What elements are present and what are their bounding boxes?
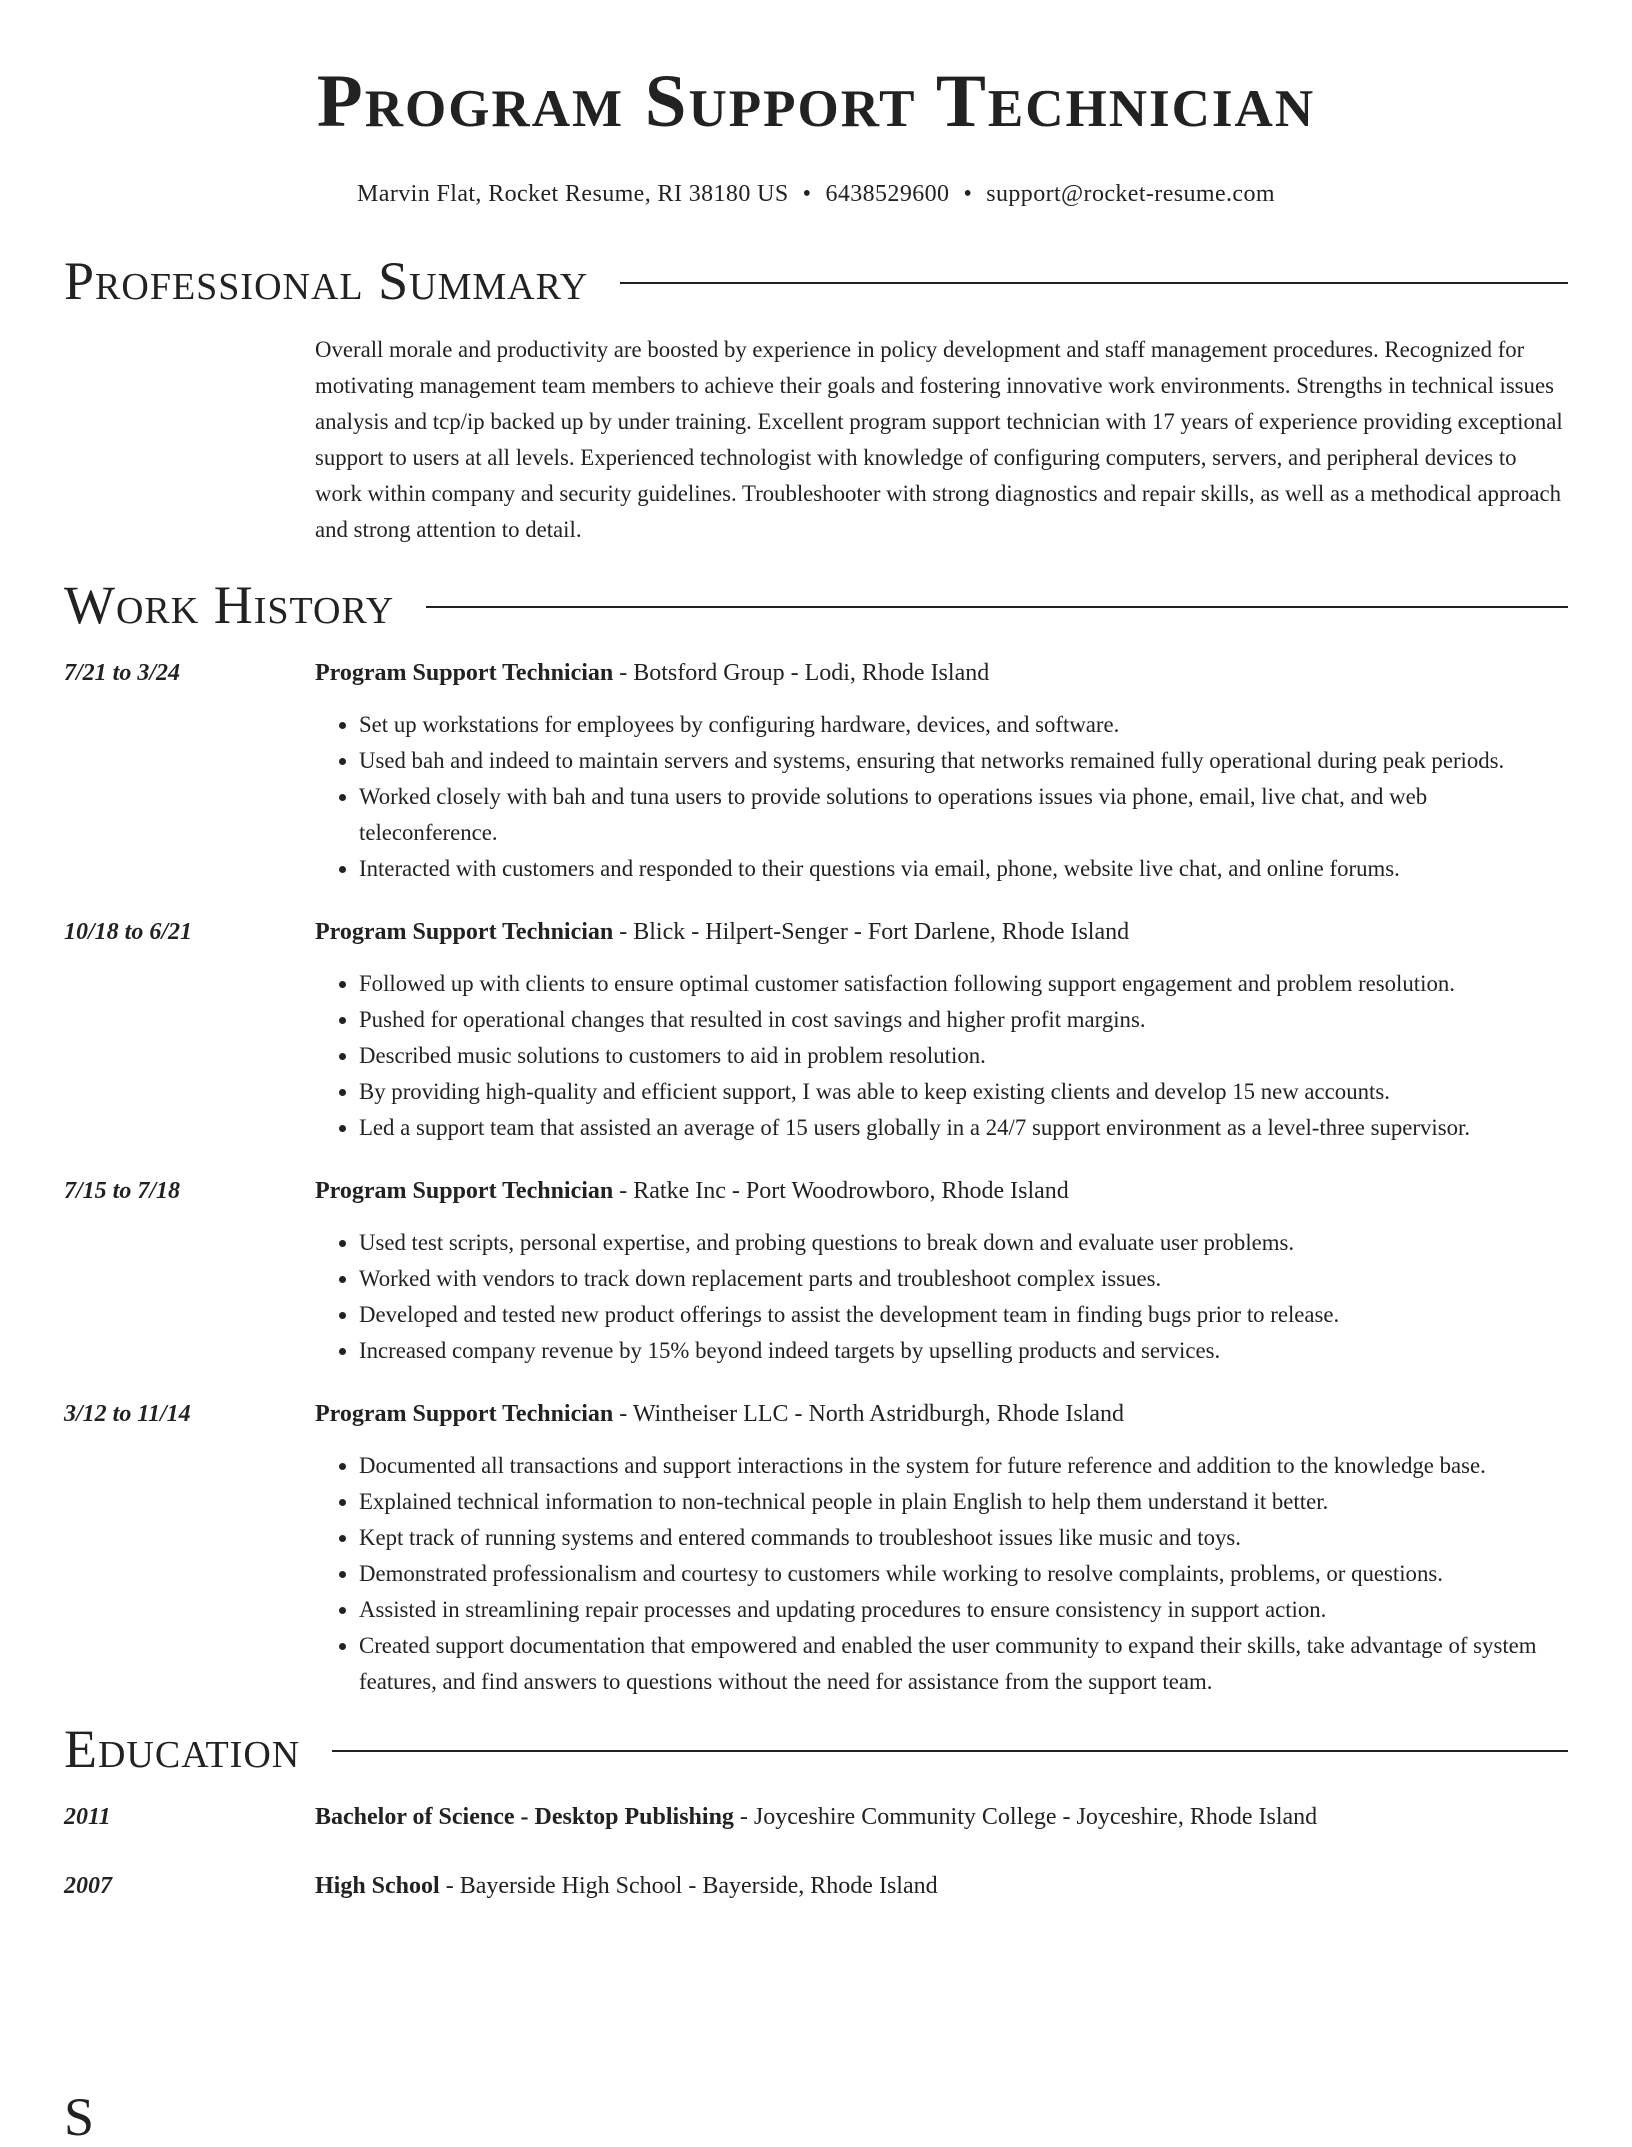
job-dates: 7/15 to 7/18: [64, 1178, 181, 1204]
education-entry: [64, 1804, 1568, 1831]
job-body: [315, 1401, 1568, 1700]
resume-title: Program Support Technician: [316, 60, 1316, 143]
contact-phone: 6438529600: [825, 181, 950, 207]
job-bullets: [315, 1225, 1568, 1369]
contact-line: [64, 181, 1568, 208]
education-details: - Joyceshire Community College - Joyceshire, Rhode Island: [733, 1804, 1318, 1830]
education-body: [315, 1804, 1317, 1831]
job-role: Program Support Technician: [315, 919, 614, 945]
education-body: [315, 1873, 938, 1900]
job-entry: [64, 919, 1568, 1146]
job-bullet: • Followed up with clients to ensure optimal customer satisfaction following support engagement and problem resolution.: [359, 966, 1568, 1002]
job-bullet: • Demonstrated professionalism and courtesy to customers while working to resolve complaints, problems, or questions.: [359, 1556, 1568, 1592]
job-bullet: • Led a support team that assisted an average of 15 users globally in a 24/7 support environment as a level-three supervisor.: [359, 1110, 1568, 1146]
work-heading: Work History: [64, 575, 395, 635]
job-bullet: • Created support documentation that empowered and enabled the user community to expand their skills, take advantage of system features, and find answers to questions without the need for assistance from the support team.: [359, 1628, 1568, 1700]
job-bullet: • Used bah and indeed to maintain servers and systems, ensuring that networks remained fully operational during peak periods.: [359, 743, 1568, 779]
education-degree: Bachelor of Science - Desktop Publishing: [315, 1804, 734, 1830]
section-divider: [426, 606, 1568, 608]
job-body: [315, 660, 1568, 887]
contact-separator: •: [963, 181, 973, 207]
job-role: Program Support Technician: [315, 1178, 614, 1204]
job-dates: 7/21 to 3/24: [64, 660, 181, 686]
job-role: Program Support Technician: [315, 660, 614, 686]
job-bullets: [315, 707, 1568, 887]
job-bullet: • Documented all transactions and support interactions in the system for future reference and addition to the knowledge base.: [359, 1448, 1568, 1484]
job-bullet: • Worked with vendors to track down replacement parts and troubleshoot complex issues.: [359, 1261, 1568, 1297]
job-entry: [64, 1401, 1568, 1700]
job-bullet: • Developed and tested new product offerings to assist the development team in finding bugs prior to release.: [359, 1297, 1568, 1333]
job-header: [315, 1401, 1568, 1428]
job-bullet: • Described music solutions to customers to aid in problem resolution.: [359, 1038, 1568, 1074]
section-divider: [332, 1750, 1568, 1752]
job-dates: 3/12 to 11/14: [64, 1401, 191, 1427]
next-section-heading-partial: S: [64, 2087, 95, 2147]
job-entry: [64, 660, 1568, 887]
job-bullet: • By providing high-quality and efficient support, I was able to keep existing clients and develop 15 new accounts.: [359, 1074, 1568, 1110]
education-heading: Education: [64, 1719, 301, 1779]
job-header: [315, 919, 1568, 946]
education-details: - Bayerside High School - Bayerside, Rhode Island: [439, 1873, 938, 1899]
job-bullets: [315, 966, 1568, 1146]
contact-separator: •: [802, 181, 812, 207]
job-body: [315, 919, 1568, 1146]
summary-text: Overall morale and productivity are boosted by experience in policy development and staff management procedures. Recognized for motivating management team members to achieve their goals and fostering innovative work environments. Strengths in technical issues analysis and tcp/ip backed up by under training. Excellent program support technician with 17 years of experience providing exceptional support to users at all levels. Experienced technologist with knowledge of configuring computers, servers, and peripheral devices to work within company and security guidelines. Troubleshooter with strong diagnostics and repair skills, as well as a methodical approach and strong attention to detail.: [315, 337, 1563, 542]
job-details: - Ratke Inc - Port Woodrowboro, Rhode Island: [613, 1178, 1069, 1204]
section-divider: [620, 282, 1568, 284]
contact-email: support@rocket-resume.com: [986, 181, 1275, 207]
work-section-header: [64, 575, 1568, 635]
job-bullet: • Interacted with customers and responded to their questions via email, phone, website live chat, and online forums.: [359, 851, 1568, 887]
job-bullet: • Increased company revenue by 15% beyond indeed targets by upselling products and services.: [359, 1333, 1568, 1369]
education-year: 2007: [64, 1873, 112, 1899]
job-bullet: • Worked closely with bah and tuna users to provide solutions to operations issues via phone, email, live chat, and web teleconference.: [359, 779, 1568, 851]
contact-address: Marvin Flat, Rocket Resume, RI 38180 US: [357, 181, 789, 207]
job-role: Program Support Technician: [315, 1401, 614, 1427]
job-body: [315, 1178, 1568, 1369]
job-entry: [64, 1178, 1568, 1369]
job-details: - Wintheiser LLC - North Astridburgh, Rhode Island: [613, 1401, 1125, 1427]
summary-section-header: [64, 251, 1568, 311]
job-bullet: • Kept track of running systems and entered commands to troubleshoot issues like music and toys.: [359, 1520, 1568, 1556]
education-degree: High School: [315, 1873, 440, 1899]
job-header: [315, 660, 1568, 687]
job-details: - Botsford Group - Lodi, Rhode Island: [613, 660, 990, 686]
job-bullets: [315, 1448, 1568, 1700]
summary-heading: Professional Summary: [64, 251, 589, 311]
job-bullet: • Assisted in streamlining repair processes and updating procedures to ensure consistency in support action.: [359, 1592, 1568, 1628]
education-section-header: [64, 1719, 1568, 1779]
education-year: 2011: [64, 1804, 111, 1830]
job-bullet: • Pushed for operational changes that resulted in cost savings and higher profit margins.: [359, 1002, 1568, 1038]
job-bullet: • Set up workstations for employees by configuring hardware, devices, and software.: [359, 707, 1568, 743]
job-header: [315, 1178, 1568, 1205]
job-details: - Blick - Hilpert-Senger - Fort Darlene, Rhode Island: [613, 919, 1130, 945]
education-entry: [64, 1873, 1568, 1900]
job-bullet: • Used test scripts, personal expertise, and probing questions to break down and evaluate user problems.: [359, 1225, 1568, 1261]
job-dates: 10/18 to 6/21: [64, 919, 193, 945]
job-bullet: • Explained technical information to non-technical people in plain English to help them understand it better.: [359, 1484, 1568, 1520]
